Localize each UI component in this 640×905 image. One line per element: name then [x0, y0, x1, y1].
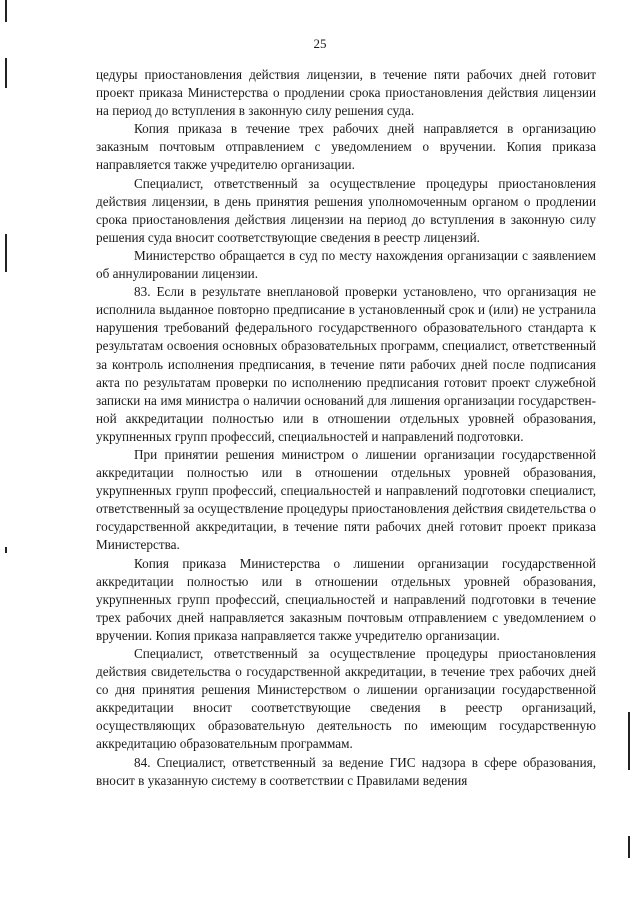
- paragraph-specialist-license-registry: Специалист, ответственный за осуществление процедуры приостановления действия лицензии, в день принятия решения уполномоченным органом о продлении срока приостановления действия лицензии на период до вступления в законную силу решения суда вносит соответствующие сведения в реестр лицензий.: [96, 175, 596, 245]
- scan-edge-mark: [5, 0, 7, 22]
- paragraph-item-83: 83. Если в результате внеплановой проверки установлено, что организация не исполнила выданное повторно предписание в установленный срок и (или) не устранила нарушения требований федерального государственного образовательного стандарта к результатам освоения основных образовательных программ, специалист, ответственный за контроль исполнения предписания, в течение пяти рабочих дней после подписания акта по результатам проверки по исполнению предписания готовит проект служебной записки на имя министра о наличии оснований для лишения организации государственной аккредитации полностью или в отношении отдельных уровней образования, укрупненных групп профессий, специальностей и направлений подготовки.: [96, 284, 596, 444]
- document-body: [96, 66, 596, 790]
- paragraph-order-copy: Копия приказа в течение трех рабочих дней направляется в организацию заказным почтовым отправлением с уведомлением о вручении. Копия приказа направляется также учредителю организации.: [96, 121, 596, 173]
- paragraph-item-84: 84. Специалист, ответственный за ведение ГИС надзора в сфере образования, вносит в указанную систему в соответствии с Правилами ведения: [96, 754, 596, 788]
- scan-edge-mark: [5, 58, 7, 88]
- scan-edge-mark: [628, 836, 630, 858]
- page-number: 25: [313, 36, 327, 51]
- paragraph-court-annulment: Министерство обращается в суд по месту нахождения организации с заявлением об аннулировании лицензии.: [96, 247, 596, 282]
- paragraph-continued: цедуры приостановления действия лицензии, в течение пяти рабочих дней готовит проект приказа Министерства о продлении срока приостановления действия лицензии на период до вступления в законную силу решения суда.: [96, 67, 596, 119]
- paragraph-deprivation-order-copy: Копия приказа Министерства о лишении организации государственной аккредитации полностью или в отношении отдельных уровней образования, укрупненных групп профессий, специальностей и направлений подготовки в течение трех рабочих дней направляется заказным почтовым отправлением с уведомлением о вручении. Копия приказа направляется также учредителю организации.: [96, 555, 596, 643]
- paragraph-deprivation-decision: При принятии решения министром о лишении организации государственной аккредитации полностью или в отношении отдельных уровней образования, укрупненных групп профессий, специальностей и направлений подготовки специалист, ответственный за осуществление процедуры приостановления действия свидетельства о государственной аккредитации, в течение пяти рабочих дней готовит проект приказа Министерства.: [96, 446, 596, 553]
- scan-edge-mark: [628, 712, 630, 770]
- paragraph-accreditation-registry: Специалист, ответственный за осуществление процедуры приостановления действия свидетельства о государственной аккредитации, в течение трех рабочих дней со дня принятия решения Министерством о лишении организации государственной аккредитации вносит соответствующие сведения в реестр организаций, осуществляющих образовательную деятельность по имеющим государственную аккредитацию образовательным программам.: [96, 646, 596, 752]
- scan-edge-mark: [5, 547, 7, 553]
- scan-edge-mark: [5, 234, 7, 272]
